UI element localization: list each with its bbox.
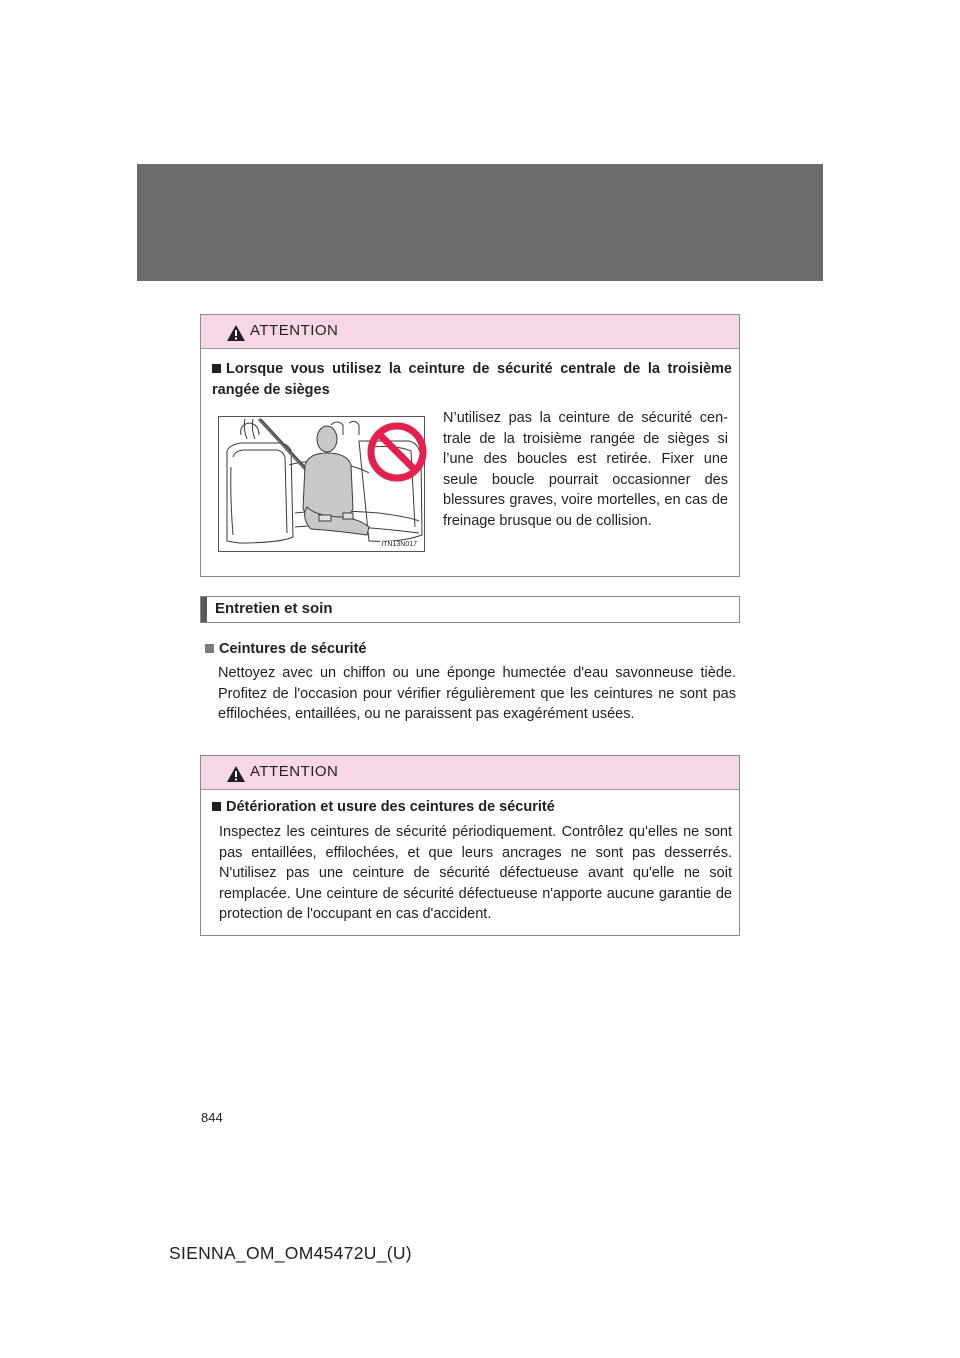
document-id: SIENNA_OM_OM45472U_(U) [169, 1243, 412, 1263]
caution-box-belt-wear [200, 755, 740, 936]
caution-body: N’utilisez pas la ceinture de sécurité centrale de la troisième rangée de sièges si l’une des boucles est retirée. Fixer une seule boucle pourrait occasionner des blessures graves, voire mortelles, en cas de freinage brusque ou de collision. [443, 410, 728, 529]
page-number: 844 [201, 1110, 223, 1125]
section-title: Entretien et soin [215, 600, 333, 617]
section-accent [201, 597, 207, 622]
square-bullet-icon [212, 802, 221, 811]
square-bullet-icon [212, 364, 221, 373]
caution-box-third-row-belt [200, 314, 740, 577]
warning-icon [226, 324, 246, 342]
caution-label: ATTENTION [250, 763, 339, 780]
section-header-maintenance [200, 596, 740, 623]
warning-icon [226, 765, 246, 783]
caution-header [201, 756, 739, 790]
header-band [137, 164, 823, 281]
caution-heading: Lorsque vous utilisez la ceinture de sécurité centrale de la troisième rangée de sièges [212, 361, 732, 398]
caution-label: ATTENTION [250, 322, 339, 339]
caution-header [201, 315, 739, 349]
caution-heading: Détérioration et usure des ceintures de sécurité [212, 797, 732, 818]
caution-body: Inspectez les ceintures de sécurité périodiquement. Contrôlez qu'elles ne sont pas entaillées, effilochées, et que leurs ancrages ne sont pas desserrés. N'utilisez pas une ceinture de sécurité défectueuse avant qu'elle ne soit remplacée. Une ceinture de sécurité défectueuse n'apporte aucune garantie de protection de l'occupant en cas d'accident. [219, 824, 732, 922]
item-heading-seatbelts: Ceintures de sécurité [205, 641, 366, 657]
illustration-code: ITN13N017 [381, 541, 417, 548]
item-body-seatbelts: Nettoyez avec un chiffon ou une éponge humectée d'eau savonneuse tiède. Profitez de l'occasion pour vérifier régulièrement que les ceintures ne sont pas effilochées, entaillées, ou ne paraissent pas exagérément usées. [218, 665, 736, 722]
prohibition-icon [366, 421, 428, 483]
square-bullet-icon [205, 644, 214, 653]
